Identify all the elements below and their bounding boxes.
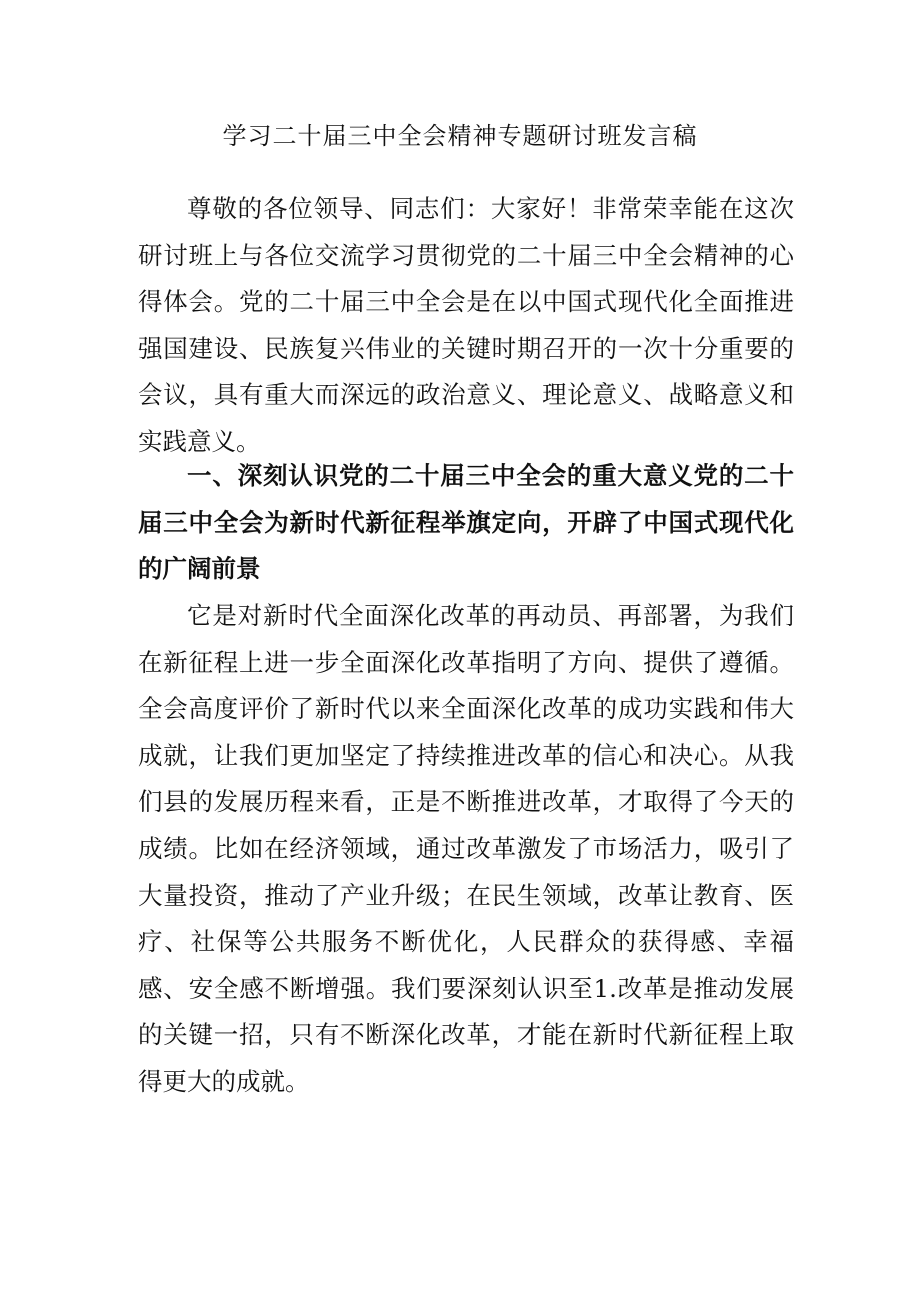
document-title: 学习二十届三中全会精神专题研讨班发言稿 [222,122,698,150]
section-heading-1: 一、深刻认识党的二十届三中全会的重大意义党的二十届三中全会为新时代新征程举旗定向，开辟了中国式现代化的广阔前景 [138,461,794,584]
paragraph-reform: 它是对新时代全面深化改革的再动员、再部署，为我们在新征程上进一步全面深化改革指明了方向、提供了遵循。全会高度评价了新时代以来全面深化改革的成功实践和伟大成就，让我们更加坚定了持续推进改革的信心和决心。从我们县的发展历程来看，正是不断推进改革，才取得了今天的成绩。比如在经济领域，通过改革激发了市场活力，吸引了大量投资，推动了产业升级；在民生领域，改革让教育、医疗、社保等公共服务不断优化，人民群众的获得感、幸福感、安全感不断增强。我们要深刻认识至1.改革是推动发展的关键一招，只有不断深化改革，才能在新时代新征程上取得更大的成就。 [138,601,794,1096]
paragraph-greeting: 尊敬的各位领导、同志们：大家好！非常荣幸能在这次研讨班上与各位交流学习贯彻党的二十届三中全会精神的心得体会。党的二十届三中全会是在以中国式现代化全面推进强国建设、民族复兴伟业的关键时期召开的一次十分重要的会议，具有重大而深远的政治意义、理论意义、战略意义和实践意义。 [138,194,794,456]
